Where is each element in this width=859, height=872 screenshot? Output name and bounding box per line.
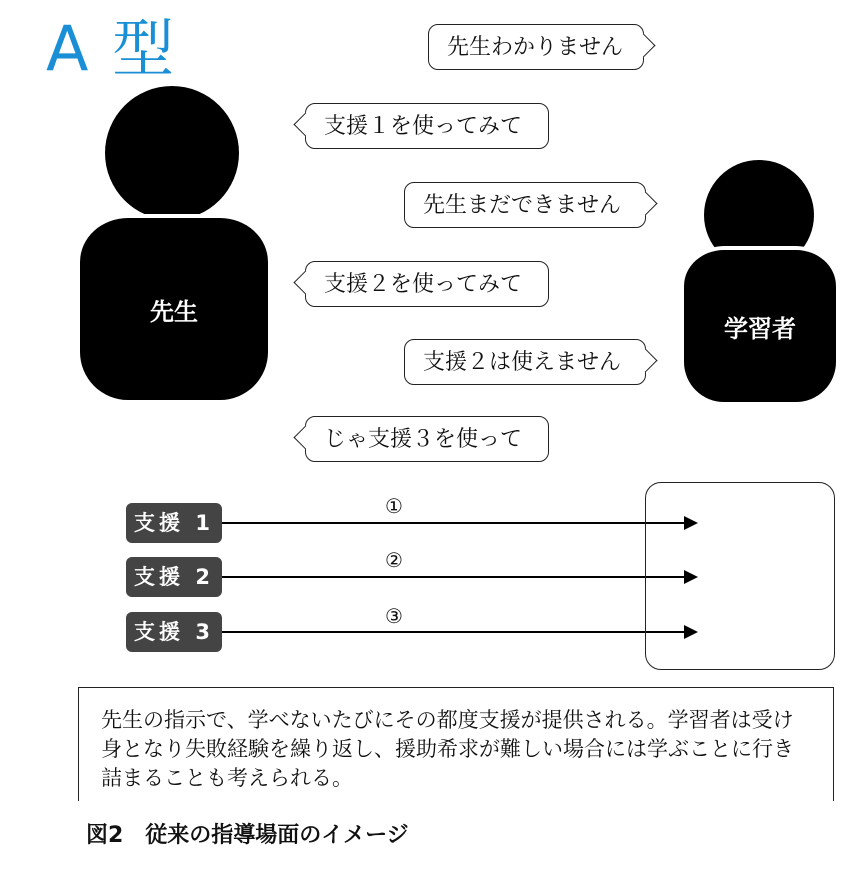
speech-bubble-learner [404, 182, 646, 228]
bubble-tail [293, 270, 317, 294]
speech-bubble-teacher [305, 103, 549, 149]
bubble-tail [631, 33, 655, 57]
arrow-line-1 [222, 522, 686, 524]
bubble-tail [633, 191, 657, 215]
marker-1: ① [385, 494, 403, 518]
marker-2: ② [385, 548, 403, 572]
arrow-line-3 [222, 631, 686, 633]
bubble-text: 支援２は使えません [423, 350, 622, 375]
bubble-text: 先生わかりません [447, 35, 624, 60]
support-label-3: 支援 3 [126, 612, 222, 652]
bubble-tail [633, 348, 657, 372]
teacher-body [80, 214, 268, 400]
bubble-text: じゃ支援３を使って [324, 427, 523, 452]
arrow-line-2 [222, 576, 686, 578]
support-label-2: 支援 2 [126, 557, 222, 597]
support-label-1: 支援 1 [126, 503, 222, 543]
bubble-text: 支援１を使ってみて [324, 114, 523, 139]
bubble-tail [293, 425, 317, 449]
learner-body [684, 246, 836, 402]
learner-target-box [645, 482, 835, 670]
speech-bubble-teacher [305, 261, 549, 307]
bubble-text: 支援２を使ってみて [324, 272, 523, 297]
diagram-title: A 型 [46, 12, 177, 85]
teacher-head [105, 86, 239, 220]
figure-caption: 図2 従来の指導場面のイメージ [86, 823, 409, 848]
marker-3: ③ [385, 604, 403, 628]
bubble-tail [293, 112, 317, 136]
bubble-text: 先生まだできません [423, 193, 622, 218]
description-text: 先生の指示で、学べないたびにその都度支援が提供される。学習者は受け身となり失敗経験を繰り返し、援助希求が難しい場合には学ぶことに行き詰まることも考えられる。 [101, 708, 794, 790]
speech-bubble-teacher [305, 416, 549, 462]
speech-bubble-learner [428, 24, 644, 70]
learner-label: 学習者 [724, 314, 796, 343]
teacher-label: 先生 [150, 297, 198, 326]
speech-bubble-learner [404, 339, 646, 385]
description-box [78, 687, 834, 801]
